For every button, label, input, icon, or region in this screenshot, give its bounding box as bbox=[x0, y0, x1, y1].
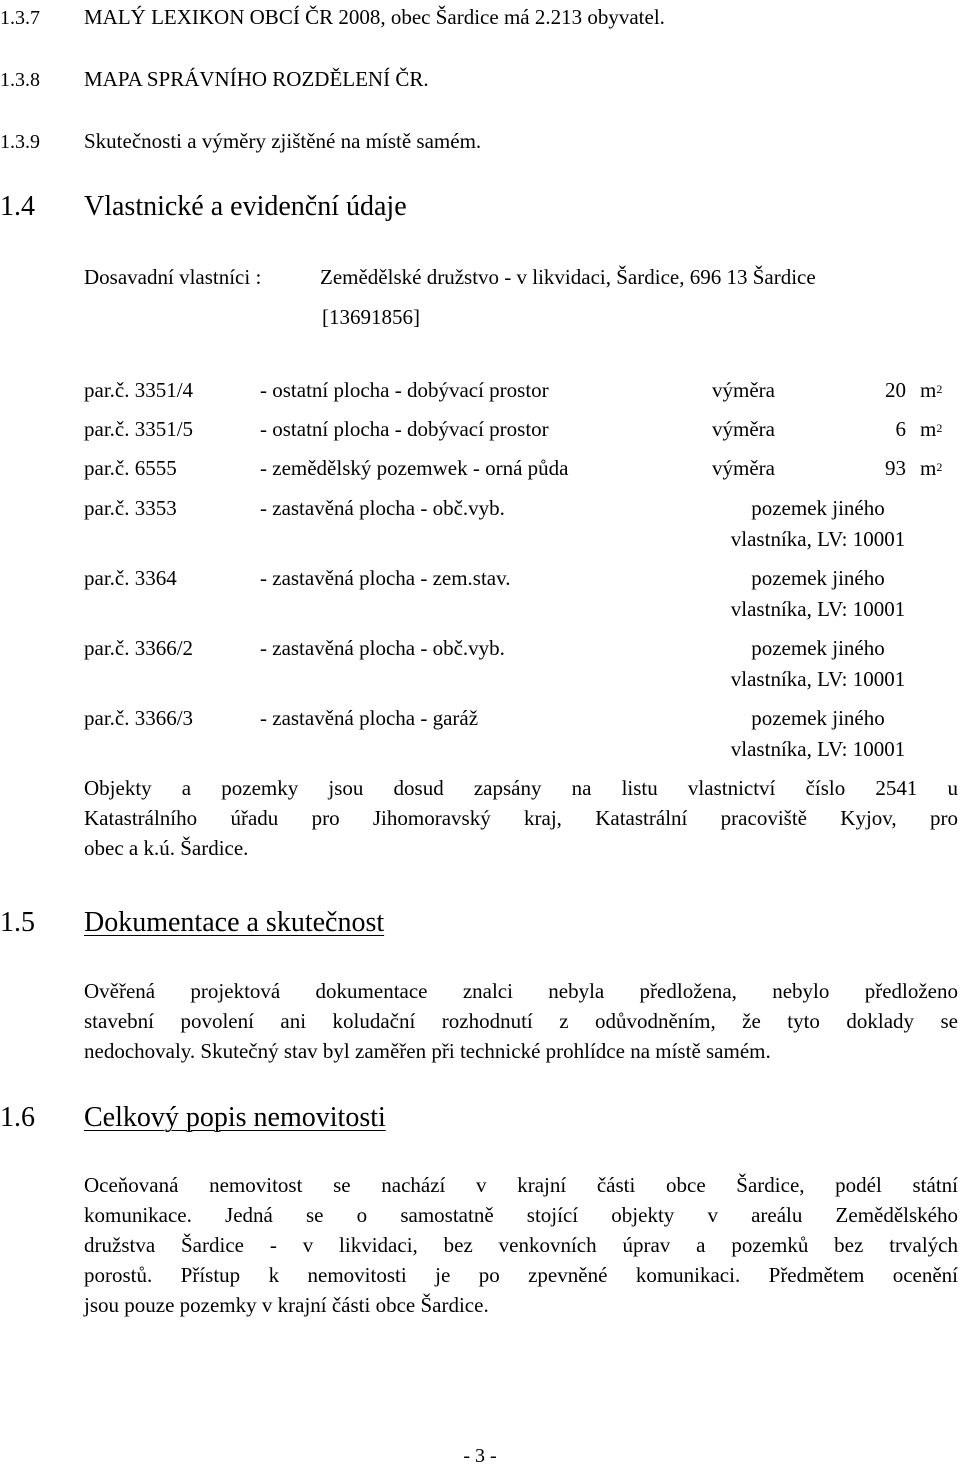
parcel-number: par.č. 6555 bbox=[84, 456, 177, 480]
parcel-number: par.č. 3366/3 bbox=[84, 706, 194, 730]
parcel-number: par.č. 3366/2 bbox=[84, 636, 194, 660]
page-number: - 3 - bbox=[463, 1445, 497, 1467]
owner-note: pozemek jiného bbox=[751, 706, 885, 730]
area-unit: $m^2$ bbox=[920, 456, 943, 480]
toc-text: MALÝ LEXIKON OBCÍ ČR 2008, obec Šardice má 2.213 obyvatel. bbox=[84, 5, 665, 29]
area-unit: $m^2$ bbox=[920, 417, 943, 441]
parcel-description: - zastavěná plocha - garáž bbox=[260, 706, 479, 730]
section-title: Celkový popis nemovitosti bbox=[84, 1102, 386, 1133]
area-label: výměra bbox=[712, 456, 775, 480]
parcel-description: - ostatní plocha - dobývací prostor bbox=[260, 378, 549, 402]
parcel-description: - zastavěná plocha - zem.stav. bbox=[260, 566, 511, 590]
area-value: 20 bbox=[885, 378, 906, 402]
area-label: výměra bbox=[712, 378, 775, 402]
ownership-paragraph: Objekty a pozemky jsou dosud zapsány na listu vlastnictví číslo 2541 u Katastrálního úřadu pro Jihomoravský kraj, Katastrální pracoviště Kyjov, pro obec a k.ú. Šardice. bbox=[84, 776, 958, 860]
parcel-description: - zastavěná plocha - obč.vyb. bbox=[260, 636, 505, 660]
owners-value: Zemědělské družstvo - v likvidaci, Šardice, 696 13 Šardice bbox=[320, 265, 816, 289]
section-number: 1.6 bbox=[0, 1102, 35, 1133]
parcel-number: par.č. 3364 bbox=[84, 566, 177, 590]
owner-note: pozemek jiného bbox=[751, 496, 885, 520]
documentation-paragraph: Ověřená projektová dokumentace znalci nebyla předložena, nebylo předloženo stavební povolení ani koludační rozhodnutí z odůvodněním, že tyto doklady se nedochovaly. Skutečný stav byl zaměřen při technické prohlídce na místě samém. bbox=[84, 979, 958, 1063]
owner-note-lv: vlastníka, LV: 10001 bbox=[730, 527, 906, 551]
area-value: 93 bbox=[885, 456, 906, 480]
parcel-description: - zastavěná plocha - obč.vyb. bbox=[260, 496, 505, 520]
toc-number: 1.3.8 bbox=[0, 69, 40, 91]
area-value: 6 bbox=[895, 417, 906, 441]
description-paragraph: Oceňovaná nemovitost se nachází v krajní části obce Šardice, podél státní komunikace. Jedná se o samostatně stojící objekty v areálu Zemědělského družstva Šardice - v likvidaci, bez venkovních úprav a pozemků bez trvalých porostů. Přístup k nemovitosti je po zpevněné komunikaci. Předmětem ocenění jsou pouze pozemky v krajní části obce Šardice. bbox=[84, 1173, 958, 1317]
section-title: Dokumentace a skutečnost bbox=[84, 907, 385, 938]
owners-id: [13691856] bbox=[322, 305, 420, 329]
owner-note-lv: vlastníka, LV: 10001 bbox=[730, 597, 906, 621]
parcel-number: par.č. 3351/4 bbox=[84, 378, 194, 402]
parcel-number: par.č. 3353 bbox=[84, 496, 177, 520]
owners-label: Dosavadní vlastníci : bbox=[84, 265, 262, 289]
parcel-description: - zemědělský pozemwek - orná půda bbox=[260, 456, 569, 480]
section-title: Vlastnické a evidenční údaje bbox=[84, 191, 407, 222]
owner-note-lv: vlastníka, LV: 10001 bbox=[730, 737, 906, 761]
parcel-number: par.č. 3351/5 bbox=[84, 417, 194, 441]
owner-note: pozemek jiného bbox=[751, 566, 885, 590]
owner-note: pozemek jiného bbox=[751, 636, 885, 660]
section-number: 1.5 bbox=[0, 907, 35, 938]
toc-number: 1.3.9 bbox=[0, 131, 40, 153]
area-unit: $m^2$ bbox=[920, 378, 943, 402]
parcel-description: - ostatní plocha - dobývací prostor bbox=[260, 417, 549, 441]
toc-number: 1.3.7 bbox=[0, 7, 40, 29]
owner-note-lv: vlastníka, LV: 10001 bbox=[730, 667, 906, 691]
section-number: 1.4 bbox=[0, 191, 35, 222]
toc-text: Skutečnosti a výměry zjištěné na místě samém. bbox=[84, 129, 482, 153]
area-label: výměra bbox=[712, 417, 775, 441]
toc-text: MAPA SPRÁVNÍHO ROZDĚLENÍ ČR. bbox=[84, 67, 429, 91]
